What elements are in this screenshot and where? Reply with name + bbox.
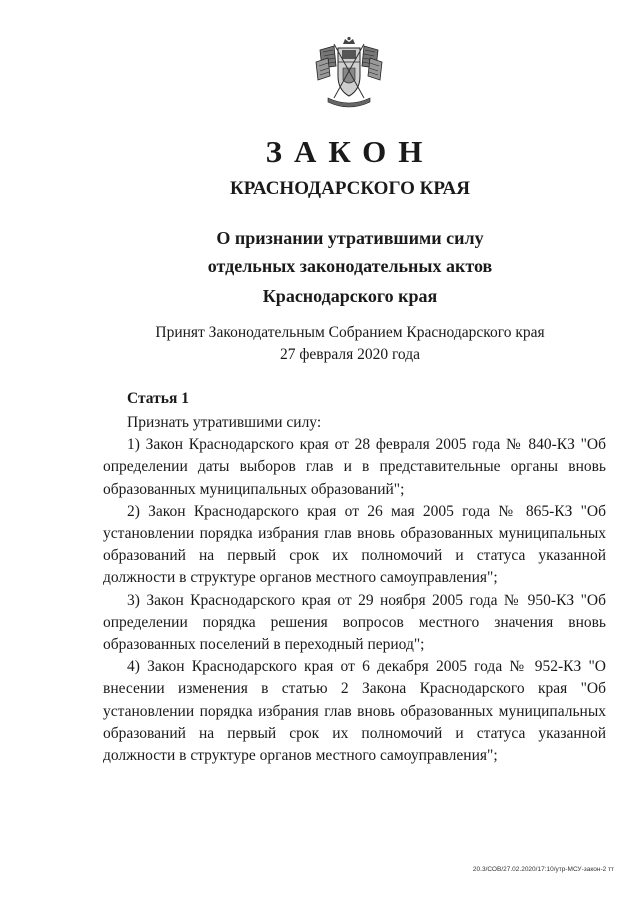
article-item-1: 1) Закон Краснодарского края от 28 февраля 2005 года № 840-КЗ "Об определении даты выборов глав и в представительные органы вновь образованных муниципальных образований"; bbox=[103, 436, 606, 498]
article-item-2: 2) Закон Краснодарского края от 26 мая 2005 года № 865-КЗ "Об установлении порядка избрания глав вновь образованных муниципальных образований на первый срок их полномочий и статуса указанной должности в структуре органов местного самоуправления"; bbox=[103, 502, 606, 587]
adoption-line-1: Принят Законодательным Собранием Краснодарского края bbox=[155, 324, 545, 341]
article-item-3: 3) Закон Краснодарского края от 29 ноября 2005 года № 950-КЗ "Об определении порядка решения вопросов местного значения вновь образованных поселений в переходный период"; bbox=[103, 591, 606, 654]
subtitle-line-1: О признании утратившими силу bbox=[216, 228, 484, 248]
coat-of-arms-icon bbox=[314, 36, 384, 112]
subtitle-line-2: отдельных законодательных актов bbox=[207, 256, 493, 276]
subtitle-line-3: Краснодарского края bbox=[262, 286, 438, 306]
document-title: ЗАКОН bbox=[265, 134, 435, 169]
article-item-4: 4) Закон Краснодарского края от 6 декабря 2005 года № 952-КЗ "О внесении изменения в статью 2 Закона Краснодарского края "Об установлении порядка избрания глав вновь образованных муниципальных образований на первый срок их полномочий и статуса указанной должности в структуре органов местного самоуправления"; bbox=[103, 658, 606, 765]
article-body bbox=[103, 412, 606, 767]
article-intro: Признать утратившими силу: bbox=[127, 414, 322, 431]
document-footer-code: 20.3/СОВ/27.02.2020/17:10/утр-МСУ-закон-2 тт bbox=[472, 866, 614, 873]
article-title: Статья 1 bbox=[127, 390, 189, 407]
document-region: КРАСНОДАРСКОГО КРАЯ bbox=[229, 178, 471, 199]
adoption-date: 27 февраля 2020 года bbox=[279, 346, 421, 363]
